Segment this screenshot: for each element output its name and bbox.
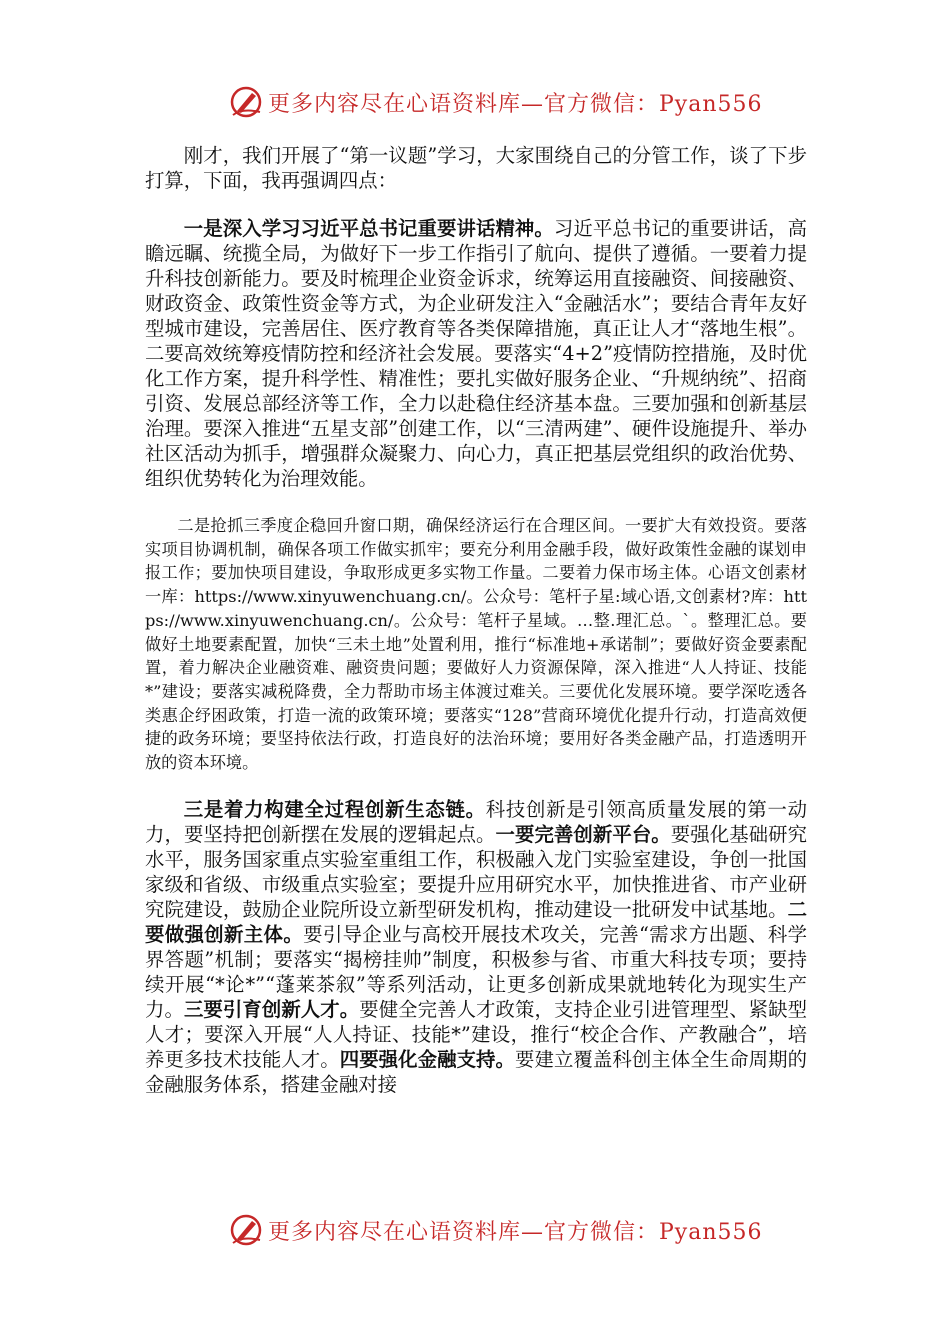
point-one-heading: 一是深入学习习近平总书记重要讲话精神。 bbox=[183, 217, 554, 240]
point-three-sub-three-body: 要健全完善人才政策，支持企业引进管理型、紧缺型人才；要深入开展“人人持证、技能*”建设，推行“校企合作、产教融合”，培养更多技术技能人才。 bbox=[145, 997, 808, 1071]
pen-circle-logo-icon bbox=[228, 84, 264, 120]
point-three-sub-three-heading: 三要引育创新人才。 bbox=[183, 997, 360, 1021]
intro-paragraph: 刚才，我们开展了“第一议题”学习，大家围绕自己的分管工作，谈了下步打算，下面，我再强调四点： bbox=[145, 144, 807, 192]
watermark-text: 更多内容尽在心语资料库—官方微信：Pyan556 bbox=[268, 1219, 763, 1245]
point-three-sub-four-heading: 四要强化金融支持。 bbox=[339, 1047, 515, 1071]
point-three-heading: 三是着力构建全过程创新生态链。 bbox=[183, 797, 486, 821]
point-two-paragraph: 二是抢抓三季度企稳回升窗口期，确保经济运行在合理区间。一要扩大有效投资。要落实项目协调机制，确保各项工作做实抓牢；要充分利用金融手段，做好政策性金融的谋划申报工作；要加快项目建设，争取形成更多实物工作量。二要着力保市场主体。心语文创素材一库：https://www.xinyuwenchuang.cn/。公众号：笔杆子星:域心语,文创素材?库：https://www.xinyuwenchuang.cn/。公众号：笔杆子星域。…整.理汇总。`。整理汇总。要做好土地要素配置，加快“三未土地”处置利用，推行“标准地+承诺制”；要做好资金要素配置，着力解决企业融资难、融资贵问题；要做好人力资源保障，深入推进“人人持证、技能*”建设；要落实减税降费，全力帮助市场主体渡过难关。三要优化发展环境。要学深吃透各类惠企纾困政策，打造一流的政策环境；要落实“128”营商环境优化提升行动，打造高效便捷的政务环境；要坚持依法行政，打造良好的法治环境；要用好各类金融产品，打造透明开放的资本环境。 bbox=[145, 516, 807, 773]
document-body bbox=[145, 143, 807, 1113]
point-one-paragraph bbox=[145, 216, 807, 491]
pen-circle-logo-icon bbox=[228, 1212, 264, 1248]
watermark-text: 更多内容尽在心语资料库—官方微信：Pyan556 bbox=[268, 91, 763, 117]
header-watermark-banner bbox=[0, 80, 950, 124]
footer-watermark-banner bbox=[0, 1208, 950, 1252]
point-three-sub-two-body: 要引导企业与高校开展技术攻关，完善“需求方出题、科学界答题”机制；要落实“揭榜挂帅”制度，积极参与省、市重大科技专项；要持续开展“*论*”“蓬莱茶叙”等系列活动，让更多创新成果就地转化为现实生产力。 bbox=[145, 922, 808, 1021]
point-three-paragraph bbox=[145, 797, 807, 1097]
point-three-intro: 科技创新是引领高质量发展的第一动力，要坚持把创新摆在发展的逻辑起点。 bbox=[145, 797, 807, 846]
point-three-sub-two-heading: 二要做强创新主体。 bbox=[145, 897, 807, 946]
point-three-sub-one-heading: 一要完善创新平台。 bbox=[495, 822, 671, 846]
point-three-sub-four-body: 要建立覆盖科创主体全生命周期的金融服务体系，搭建金融对接 bbox=[145, 1047, 808, 1096]
point-three-sub-one-body: 要强化基础研究水平，服务国家重点实验室重组工作，积极融入龙门实验室建设，争创一批国家级和省级、市级重点实验室；要提升应用研究水平，加快推进省、市产业研究院建设，鼓励企业院所设立新型研发机构，推动建设一批研发中试基地。 bbox=[145, 822, 808, 921]
point-one-body: 习近平总书记的重要讲话，高瞻远瞩、统揽全局，为做好下一步工作指引了航向、提供了遵循。一要着力提升科技创新能力。要及时梳理企业资金诉求，统筹运用直接融资、间接融资、财政资金、政策性资金等方式，为企业研发注入“金融活水”；要结合青年友好型城市建设，完善居住、医疗教育等各类保障措施，真正让人才“落地生根”。二要高效统筹疫情防控和经济社会发展。要落实“4+2”疫情防控措施，及时优化工作方案，提升科学性、精准性；要扎实做好服务企业、“升规纳统”、招商引资、发展总部经济等工作，全力以赴稳住经济基本盘。三要加强和创新基层治理。要深入推进“五星支部”创建工作，以“三清两建”、硬件设施提升、举办社区活动为抓手，增强群众凝聚力、向心力，真正把基层党组织的政治优势、组织优势转化为治理效能。 bbox=[145, 217, 807, 490]
